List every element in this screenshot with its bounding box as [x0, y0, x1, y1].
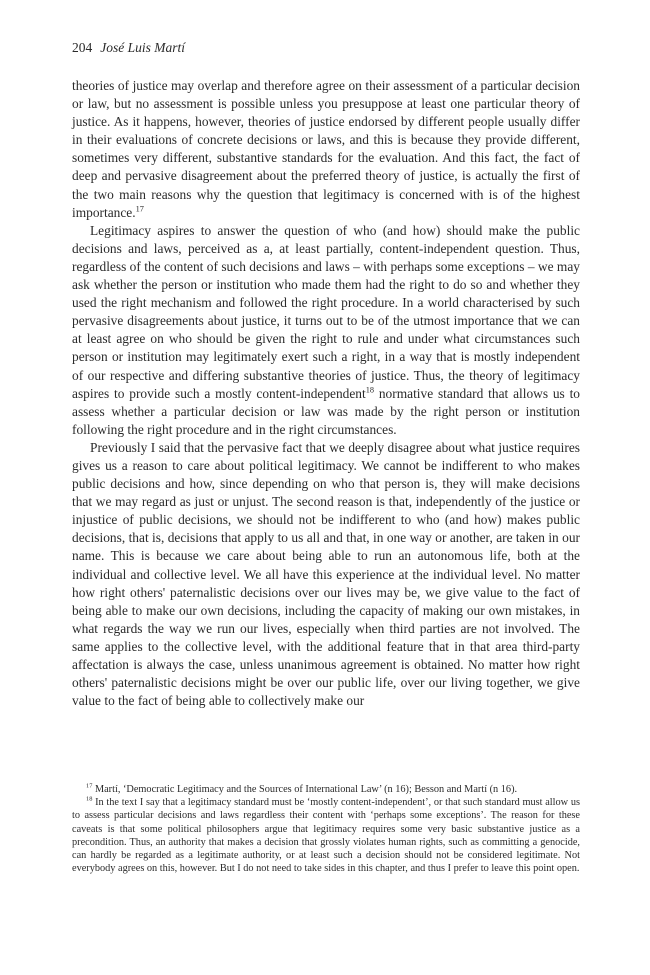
paragraph-2-text-a: Legitimacy aspires to answer the question of who (and how) should make the public decisions and laws, perceived as a, at least partially, content-independent question. Thus, regardless of the content of such decisions and laws – with perhaps some exceptions – we may ask whether the person or institution who made them had the right to do so and whether they used the right mechanism and followed the right procedure. In a world characterised by such pervasive disagreements about justice, it turns out to be of the utmost importance that we can at least agree on who should be given the right to rule and under what circumstances such person or institution may legitimately exert such a right, in a way that is mostly independent of our respective and differing substantive theories of justice. Thus, the theory of legitimacy aspires to provide such a mostly content-independent [72, 222, 580, 401]
page-number: 204 [72, 40, 93, 55]
body-text [72, 77, 580, 710]
footnotes [72, 783, 580, 875]
footnote-18-marker: 18 [86, 795, 93, 803]
footnote-17-marker: 17 [86, 782, 93, 790]
paragraph-1 [72, 77, 580, 222]
footnote-ref-18[interactable]: 18 [365, 385, 375, 395]
footnote-ref-17[interactable]: 17 [135, 204, 144, 214]
running-header [72, 40, 185, 56]
paragraph-1-text: theories of justice may overlap and therefore agree on their assessment of a particular decision or law, but no assessment is possible unless you presuppose at least one particular theory of justice. As it happens, however, theories of justice endorsed by different people usually differ in their evaluations of concrete decisions or laws, and this is because they provide different, sometimes very different, substantive standards for the evaluation. And this fact, the fact of deep and pervasive disagreement about the preferred theory of justice, is actually the first of the two main reasons why the question that legitimacy is concerned with is of the highest importance. [72, 78, 580, 220]
paragraph-3 [72, 439, 580, 710]
footnote-18-text: In the text I say that a legitimacy standard must be ‘mostly content-independent’, or that such standard must allow us to assess particular decisions and laws regardless their content with ‘perhaps some exceptions’. The reason for these caveats is that some political philosophers argue that legitimacy requires some very basic substantive justice as a precondition. Thus, an authority that makes a decision that grossly violates human rights, such as committing a genocide, can hardly be regarded as a legitimate authority, or at least such a decision should not be considered legitimate. Not everybody agrees on this, however. But I do not need to take sides in this chapter, and thus I prefer to leave this point open. [72, 797, 580, 875]
paragraph-2 [72, 222, 580, 439]
paragraph-2-text-b: normative standard that allows us to assess whether a particular decision or law was made by the right person or institution following the right procedure and in the right circumstances. [72, 385, 580, 437]
footnote-17-text: Martí, ‘Democratic Legitimacy and the Sources of International Law’ (n 16); Besson and Martí (n 16). [92, 784, 518, 795]
running-head-author: José Luis Martí [100, 40, 186, 55]
paragraph-3-text: Previously I said that the pervasive fact that we deeply disagree about what justice requires gives us a reason to care about political legitimacy. We cannot be indifferent to who makes public decisions and how, since depending on who that person is, they will make decisions that we may regard as just or unjust. The second reason is that, independently of the justice or injustice of public decisions, we should not be indifferent to who (and how) makes public decisions, that is, decisions that apply to us all and that, in one way or another, are taken in our name. This is because we care about being able to run an autonomous life, both at the individual and collective level. We all have this experience at the individual level. No matter how right others' paternalistic decisions over our lives may be, we give value to the fact of being able to make our own decisions, including the capacity of making our own mistakes, in what regards the way we run our lives, especially when third parties are not involved. The same applies to the collective level, with the additional feature that in that area third-party affectation is always the case, unless unanimous agreement is obtained. No matter how right others' paternalistic decisions might be over our public life, over our living together, we give value to the fact of being able to collectively make our [72, 439, 580, 709]
footnote-18 [72, 796, 580, 875]
footnote-17 [72, 783, 580, 796]
